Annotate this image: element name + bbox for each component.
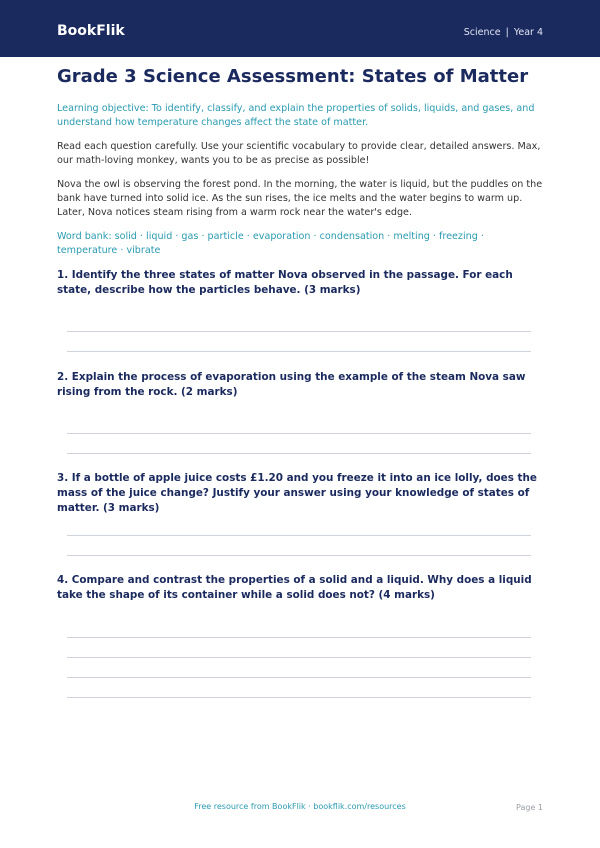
instructions-text: Read each question carefully. Use your scientific vocabulary to provide clear, detailed answers. Max, our math-loving monkey, wants you to be as precise as possible! [57,141,541,166]
question-text: 1. Identify the three states of matter Nova observed in the passage. For each state, describe how the particles behave. (3 marks) [57,269,513,296]
question-text: 3. If a bottle of apple juice costs £1.20 and you freeze it into an ice lolly, does the mass of the juice change? Justify your answer using your knowledge of states of matter. (3 marks) [57,472,537,514]
answer-line[interactable] [67,351,531,352]
word-bank: Word bank: solid · liquid · gas · particle · evaporation · condensation · melting · freezing · temperature · vibrate [57,231,484,256]
answer-line[interactable] [67,657,531,658]
learning-objective: Learning objective: To identify, classify, and explain the properties of solids, liquids, and gases, and understand how temperature changes affect the state of matter. [57,103,535,128]
answer-line[interactable] [67,637,531,638]
year-label: Year 4 [513,27,543,38]
header-meta [464,27,543,39]
question-4 [57,573,544,603]
answer-line[interactable] [67,433,531,434]
footer-resource-link[interactable]: Free resource from BookFlik · bookflik.com/resources [194,802,406,811]
question-2 [57,370,544,400]
brand-logo-text: BookFlik [57,23,125,39]
answer-line[interactable] [67,677,531,678]
question-3 [57,471,544,516]
answer-line[interactable] [67,697,531,698]
page-number: Page 1 [516,803,543,812]
intro-section [57,64,544,258]
story-passage: Nova the owl is observing the forest pond. In the morning, the water is liquid, but the puddles on the bank have turned into solid ice. As the sun rises, the ice melts and the water begins to warm up. Later, Nova notices steam rising from a warm rock near the water's edge. [57,179,543,218]
answer-line[interactable] [67,555,531,556]
question-text: 2. Explain the process of evaporation using the example of the steam Nova saw rising from the rock. (2 marks) [57,371,526,398]
answer-line[interactable] [67,453,531,454]
page-header [0,0,600,57]
answer-line[interactable] [67,331,531,332]
answer-line[interactable] [67,535,531,536]
subject-label: Science [463,27,501,38]
question-1 [57,268,544,298]
page-title: Grade 3 Science Assessment: States of Matter [57,66,529,87]
question-text: 4. Compare and contrast the properties of a solid and a liquid. Why does a liquid take the shape of its container while a solid does not? (4 marks) [57,574,532,601]
header-separator: | [505,27,509,38]
